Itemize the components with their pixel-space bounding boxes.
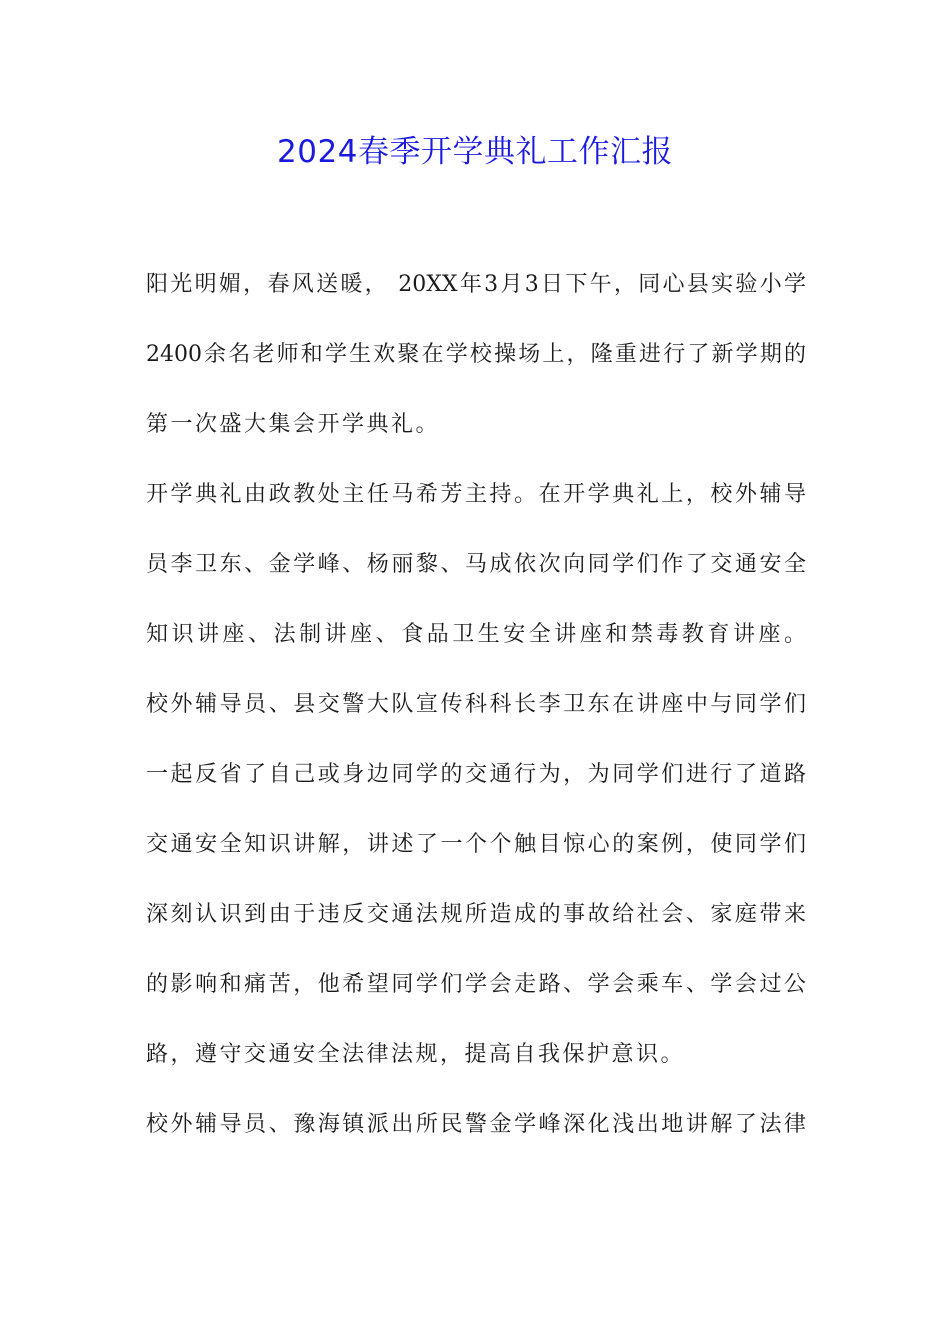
document-title: 2024春季开学典礼工作汇报 xyxy=(277,134,673,170)
text-line: 阳光明媚，春风送暖， 20XX年3月3日下午，同心县实验小学 xyxy=(146,272,806,297)
text-line: 知识讲座、法制讲座、食品卫生安全讲座和禁毒教育讲座。 xyxy=(146,622,806,647)
text-line: 路，遵守交通安全法律法规，提高自我保护意识。 xyxy=(146,1042,686,1067)
paragraph-3 xyxy=(146,682,806,1102)
text-line: 的影响和痛苦，他希望同学们学会走路、学会乘车、学会过公 xyxy=(146,972,806,997)
document-body xyxy=(146,262,806,1172)
text-line: 开学典礼由政教处主任马希芳主持。在开学典礼上，校外辅导 xyxy=(146,482,806,507)
text-line: 员李卫东、金学峰、杨丽黎、马成依次向同学们作了交通安全 xyxy=(146,552,806,577)
paragraph-2 xyxy=(146,472,806,682)
text-line: 深刻认识到由于违反交通法规所造成的事故给社会、家庭带来 xyxy=(146,902,806,927)
text-line: 交通安全知识讲解，讲述了一个个触目惊心的案例，使同学们 xyxy=(146,832,806,857)
text-line: 2400余名老师和学生欢聚在学校操场上，隆重进行了新学期的 xyxy=(146,342,806,367)
paragraph-4 xyxy=(146,1102,806,1172)
paragraph-1 xyxy=(146,262,806,472)
text-line: 校外辅导员、豫海镇派出所民警金学峰深化浅出地讲解了法律 xyxy=(146,1112,806,1137)
text-line: 第一次盛大集会开学典礼。 xyxy=(146,412,441,437)
text-line: 校外辅导员、县交警大队宣传科科长李卫东在讲座中与同学们 xyxy=(146,692,806,717)
text-line: 一起反省了自己或身边同学的交通行为，为同学们进行了道路 xyxy=(146,762,806,787)
